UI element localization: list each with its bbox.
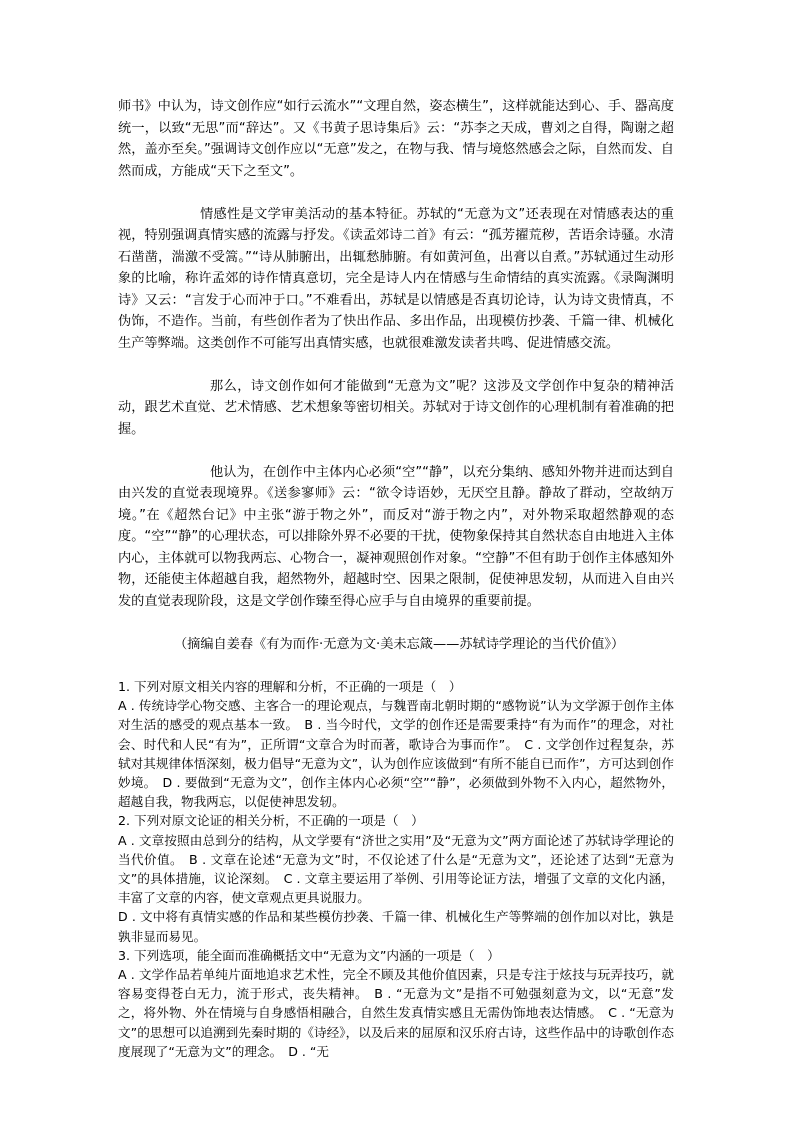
- option-d[interactable]: D . 文中将有真情实感的作品和某些模仿抄袭、千篇一律、机械化生产等弊端的创作加以对比，孰是孰非显而易见。: [118, 909, 674, 944]
- option-b[interactable]: B . “无意为文”是指不可勉强刻意为文，以“无意”发之，将外物、外在情境与自身感悟相融合，自然生发真情实感且无需伪饰地表达情感。: [118, 986, 675, 1021]
- passage-paragraph-4: 他认为，在创作中主体内心必须“空”“静”，以充分集纳、感知外物并进而达到自由兴发的直觉表现境界。《送参寥师》云：“欲令诗语妙，无厌空且静。静故了群动，空故纳万境。”在《超然台记》中主张“游于物之外”，而反对“游于物之内”，对外物采取超然静观的态度。“空”“静”的心理状态，可以排除外界不必要的干扰，使物象保持其自然状态自由地进入主体内心，主体就可以物我两忘、心物合一，凝神观照创作对象。“空静”不但有助于创作主体感知外物，还能使主体超越自我，超然物外，超越时空、因果之限制，促使神思发轫，从而进入自由兴发的直觉表现阶段，这是文学创作臻至得心应手与自由境界的重要前提。: [118, 464, 674, 609]
- option-b[interactable]: B . 文章在论述“无意为文”时，不仅论述了什么是“无意为文”，还论述了达到“无意为文”的具体措施，议论深刻。: [118, 851, 675, 887]
- option-d[interactable]: D . “无: [288, 1043, 330, 1059]
- question-options: [118, 965, 674, 1061]
- passage-paragraph-2: 情感性是文学审美活动的基本特征。苏轼的“无意为文”还表现在对情感表达的重视，特别强调真情实感的流露与抒发。《读孟郊诗二首》有云：“孤芳擢荒秽，苦语余诗骚。水清石凿凿，湍激不受篙。”“诗从肺腑出，出辄愁肺腑。有如黄河鱼，出膏以自煮。”苏轼通过生动形象的比喻，称许孟郊的诗作情真意切，完全是诗人内在情感与生命情结的真实流露。《录陶渊明诗》又云：“言发于心而冲于口。”不难看出，苏轼是以情感是否真切论诗，认为诗文贵情真，不伪饰，不造作。当前，有些创作者为了快出作品、多出作品，出现模仿抄袭、千篇一律、机械化生产等弊端。这类创作不可能写出真情实感，也就很难激发读者共鸣、促进情感交流。: [118, 206, 674, 351]
- question-option-line: [118, 907, 674, 945]
- option-d[interactable]: D . 要做到“无意为文”，创作主体内心必须“空”“静”，必须做到外物不入内心，超然物外，超越自我，物我两忘，以促使神思发轫。: [118, 775, 675, 810]
- question-options: [118, 696, 674, 811]
- option-c[interactable]: C . “无意为文”的思想可以追溯到先秦时期的《诗经》，以及后来的屈原和汉乐府古诗，这些作品中的诗歌创作态度展现了“无意为文”的理念。: [118, 1005, 675, 1059]
- option-a[interactable]: A . 传统诗学心物交感、主客合一的理论观点，与魏晋南北朝时期的“感物说”认为文学源于创作主体对生活的感受的观点基本一致。: [118, 698, 674, 733]
- passage-paragraph-1: 师书》中认为，诗文创作应“如行云流水”“文理自然，姿态横生”，这样就能达到心、手、器高度统一，以致“无思”而“辞达”。又《书黄子思诗集后》云：“苏李之天成，曹刘之自得，陶谢之超然，盖亦至矣。”强调诗文创作应以“无意”发之，在物与我、情与境悠然感会之际，自然而发、自然而成，方能成“天下之至文”。: [118, 99, 674, 179]
- source-citation: （摘编自姜春《有为而作·无意为文·美未忘箴——苏轼诗学理论的当代价值》）: [174, 636, 625, 652]
- question-2: [118, 811, 674, 945]
- passage-paragraph-3: 那么，诗文创作如何才能做到“无意为文”呢？这涉及文学创作中复杂的精神活动，跟艺术直觉、艺术情感、艺术想象等密切相关。苏轼对于诗文创作的心理机制有着准确的把握。: [118, 378, 674, 437]
- document-page: [118, 96, 674, 1061]
- option-c[interactable]: C . 文章主要运用了举例、引用等论证方法，增强了文章的文化内涵，丰富了文章的内容，使文章观点更具说服力。: [118, 871, 674, 906]
- option-a[interactable]: A . 文章按照由总到分的结构，从文学要有“济世之实用”及“无意为文”两方面论述了苏轼诗学理论的当代价值。: [118, 832, 674, 867]
- question-1: [118, 677, 674, 811]
- question-stem: 1. 下列对原文相关内容的理解和分析，不正确的一项是（ ）: [118, 679, 462, 694]
- option-c[interactable]: C . 文学创作过程复杂，苏轼对其规律体悟深刻，极力倡导“无意为文”，认为创作应该做到“有所不能自已而作”，方可达到创作妙境。: [118, 736, 674, 791]
- option-a[interactable]: A . 文学作品若单纯片面地追求艺术性，完全不顾及其他价值因素，只是专注于炫技与玩弄技巧，就容易变得苍白无力，流于形式，丧失精神。: [118, 967, 674, 1002]
- option-b[interactable]: B . 当今时代，文学的创作还是需要秉持“有为而作”的理念，对社会、时代和人民“有为”，正所谓“文章合为时而著，歌诗合为事而作”。: [118, 717, 675, 752]
- question-stem: 3. 下列选项，能全面而准确概括文中“无意为文”内涵的一项是（ ）: [118, 947, 500, 963]
- question-option-line: [118, 831, 674, 908]
- question-stem: 2. 下列对原文论证的相关分析，不正确的一项是（ ）: [118, 813, 424, 829]
- question-3: [118, 946, 674, 1061]
